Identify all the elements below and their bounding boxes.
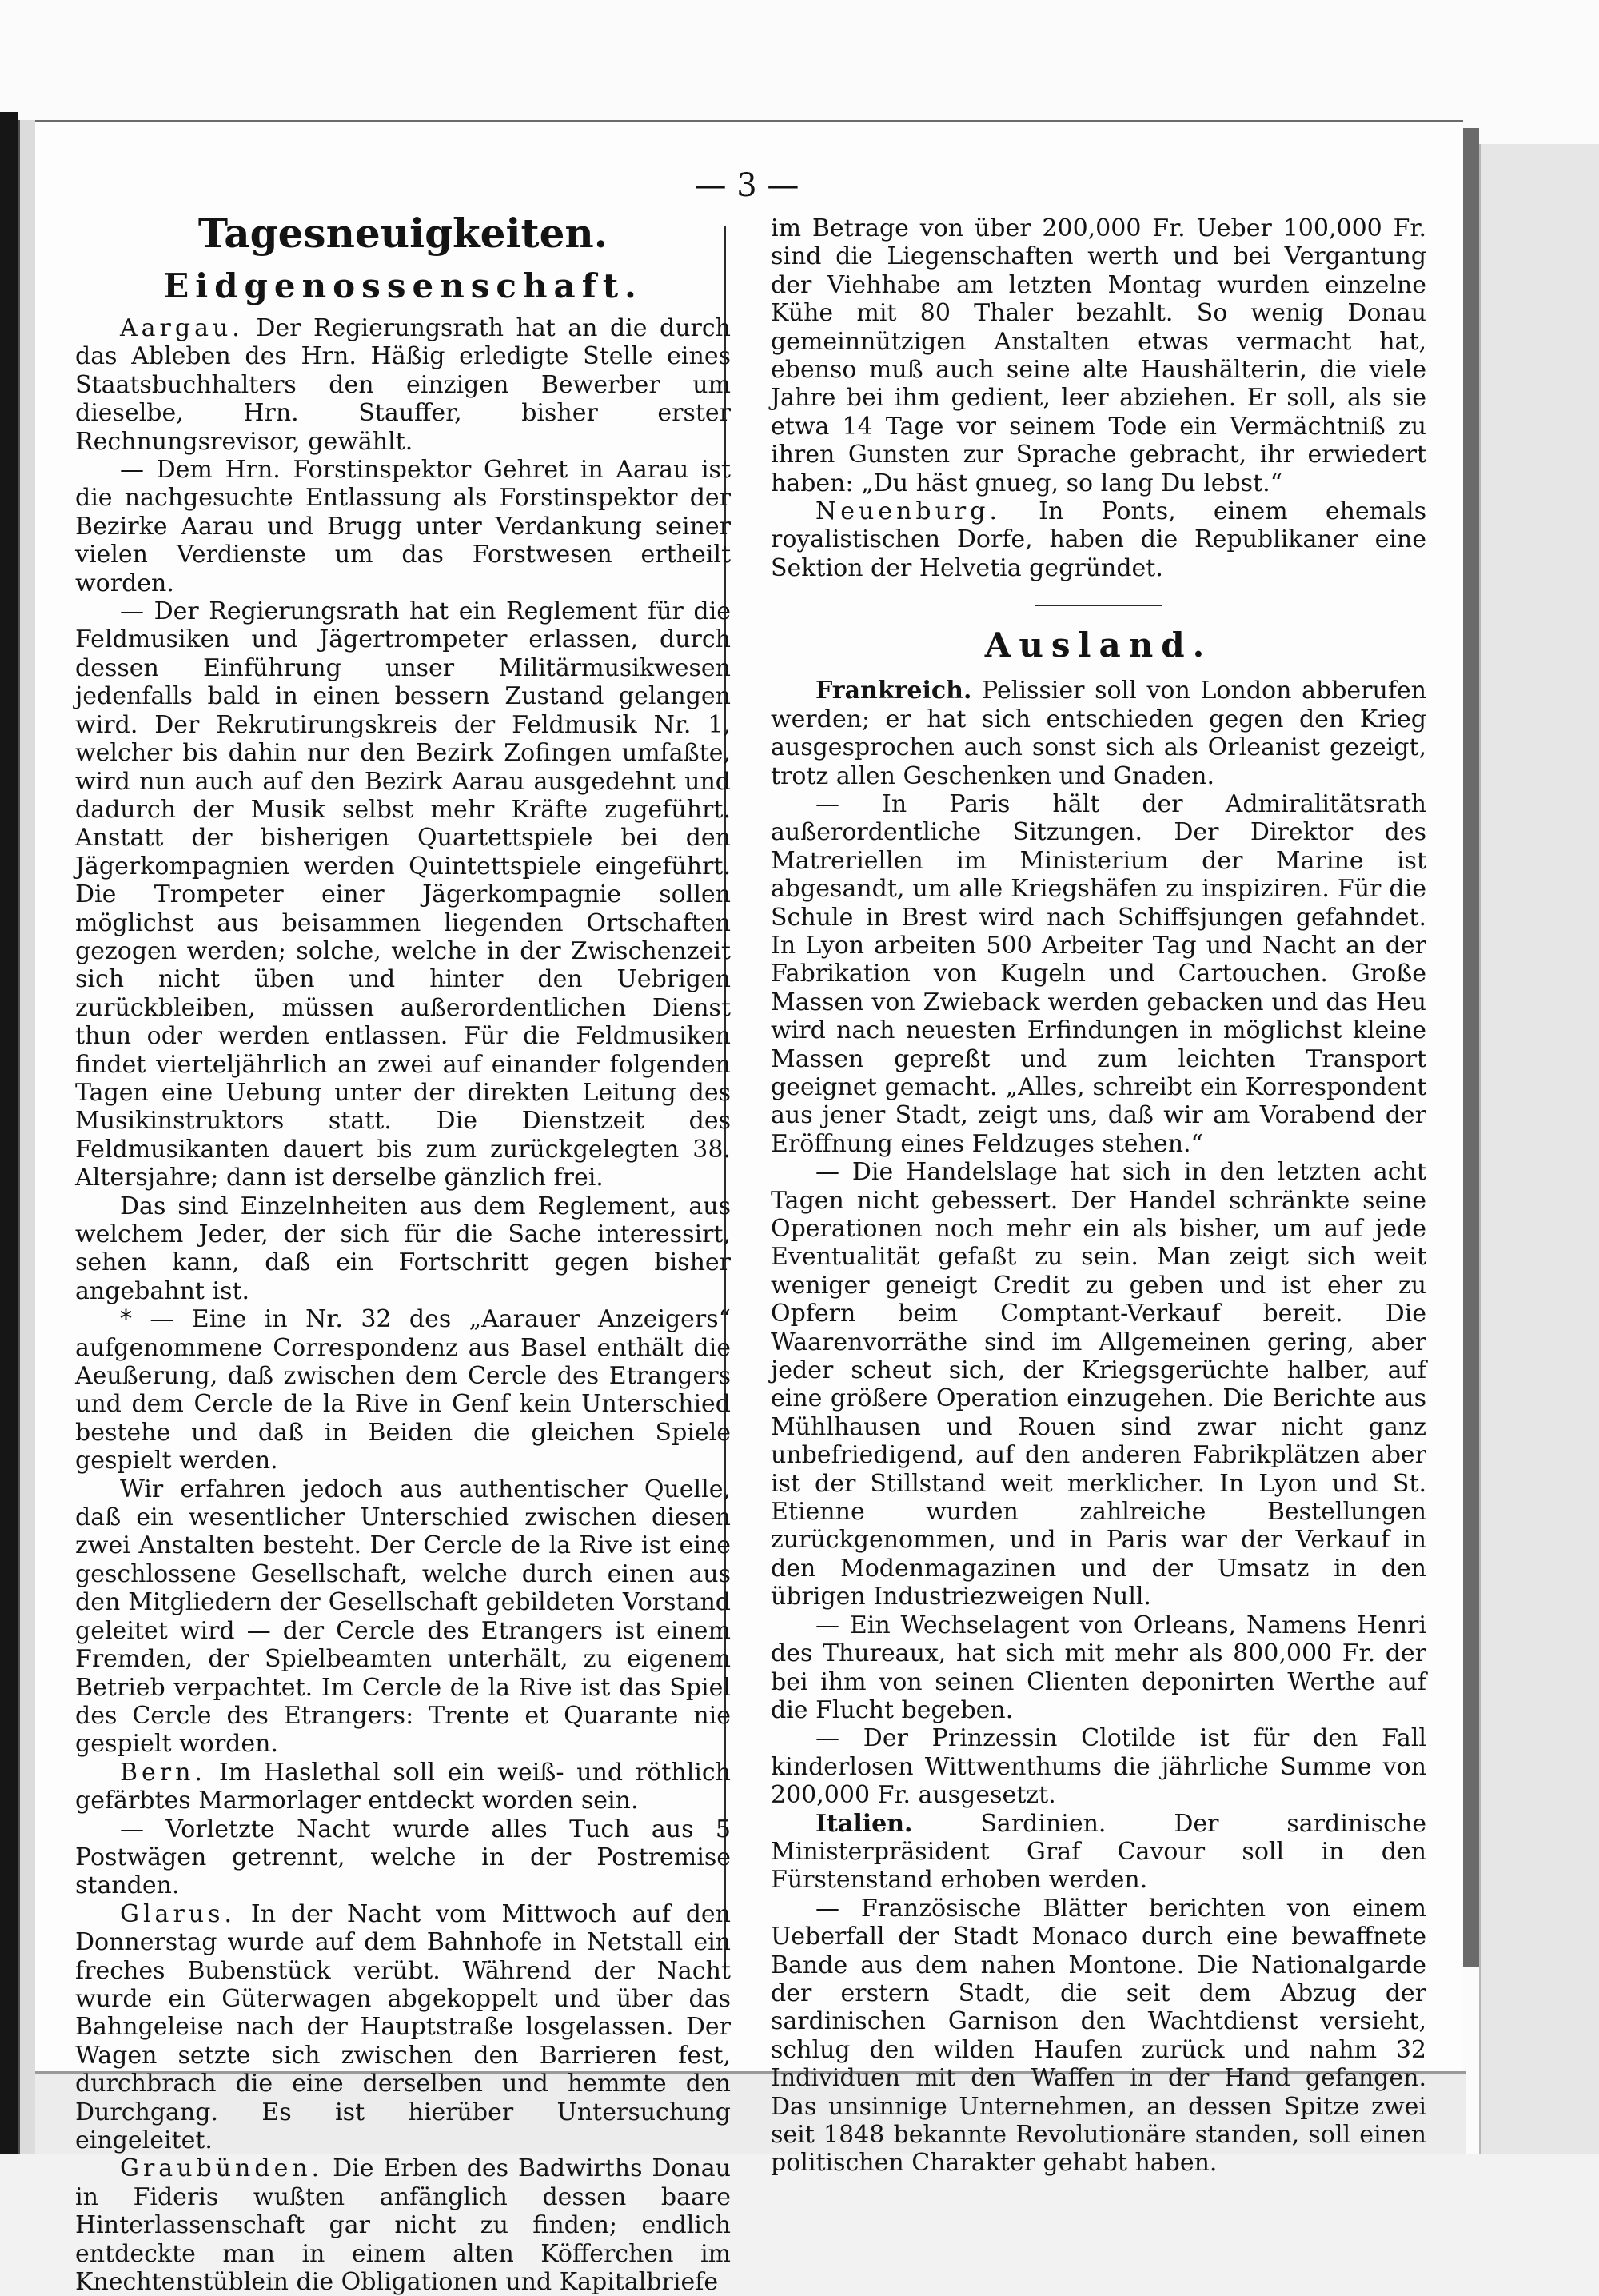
- paragraph-text: — Ein Wechselagent von Orleans, Namens Henri des Thureaux, hat sich mit mehr als 800,000 Fr. der bei ihm von seinen Clienten deponirten Werthe auf die Flucht begeben.: [771, 1611, 1426, 1724]
- paragraph-text: Die Erben des Badwirths Donau in Fideris wußten anfänglich dessen baare Hinterlassenschaft gar nicht zu finden; endlich entdeckte man in einem alten Köfferchen im Knechtenstüblein die Obligationen und Kapitalbriefe: [75, 2154, 731, 2296]
- article-paragraph: [771, 1895, 1426, 2178]
- section-heading-abroad: Ausland.: [984, 625, 1213, 665]
- article-paragraph: [771, 1724, 1426, 1809]
- left-binding-edge: [0, 112, 18, 2154]
- article-paragraph: [771, 214, 1426, 497]
- place-lead: Graubünden.: [120, 2154, 324, 2183]
- article-paragraph: [75, 1759, 731, 1815]
- place-lead: Neuenburg.: [815, 497, 1002, 526]
- paragraph-text: Wir erfahren jedoch aus authentischer Quelle, daß ein wesentlicher Unterschied zwischen diesen zwei Anstalten besteht. Der Cercle de la Rive ist eine geschlossene Gesellschaft, welche durch einen aus den Mitgliedern der Gesellschaft gebildeten Vorstand geleitet wird — der Cercle des Etrangers ist einem Fremden, der Spielbeamten unterhält, zu eigenem Betrieb verpachtet. Im Cercle de la Rive ist das Spiel des Cercle des Etrangers: Trente et Quarante nie gespielt worden.: [75, 1475, 731, 1759]
- article-paragraph: [771, 1158, 1426, 1611]
- paragraph-text: — Der Prinzessin Clotilde ist für den Fall kinderlosen Wittwenthums die jährliche Summe von 200,000 Fr. ausgesetzt.: [771, 1724, 1426, 1810]
- page-number: — 3 —: [694, 167, 800, 204]
- article-paragraph: [75, 314, 731, 456]
- paragraph-text: In der Nacht vom Mittwoch auf den Donnerstag wurde auf dem Bahnhofe in Netstall ein freches Bubenstück verübt. Während der Nacht wurde ein Güterwagen abgekoppelt und über das Bahngeleise nach der Hauptstraße losgelassen. Der Wagen setzte sich zwischen den Barrieren fest, durchbrach die eine derselben und hemmte den Durchgang. Es ist hierüber Untersuchung eingeleitet.: [75, 1899, 731, 2154]
- right-page-stack: [1479, 144, 1599, 2154]
- paragraph-text: — Die Handelslage hat sich in den letzten acht Tagen nicht gebessert. Der Handel schränkte seine Operationen noch mehr ein als bisher, um auf jede Eventualität gefaßt zu sein. Man zeigt sich weit weniger geneigt Credit zu geben und ist eher zu Opfern beim Comptant-Verkauf bereit. Die Waarenvorräthe sind im Allgemeinen gering, aber jeder scheut sich, der Kriegsgerüchte halber, auf eine größere Operation einzugehen. Die Berichte aus Mühlhausen und Rouen sind zwar nicht ganz unbefriedigend, auf den anderen Fabrikplätzen aber ist der Stillstand weit merklicher. In Lyon und St. Etienne wurden zahlreiche Bestellungen zurückgenommen, und in Paris war der Verkauf in den Modenmagazinen und der Umsatz in den übrigen Industriezweigen Null.: [771, 1158, 1426, 1611]
- left-column: [75, 202, 731, 2296]
- article-paragraph: [771, 790, 1426, 1158]
- right-page-shadow: [1463, 128, 1479, 1967]
- article-paragraph: [771, 1810, 1426, 1895]
- paragraph-text: * — Eine in Nr. 32 des „Aarauer Anzeigers“ aufgenommene Correspondenz aus Basel enthält die Aeußerung, daß zwischen dem Cercle des Etrangers und dem Cercle de la Rive in Genf kein Unterschied bestehe und daß in Beiden die gleichen Spiele gespielt werden.: [75, 1305, 731, 1475]
- place-lead: Glarus.: [120, 1899, 237, 1928]
- paragraph-text: im Betrage von über 200,000 Fr. Ueber 100,000 Fr. sind die Liegenschaften werth und bei Vergantung der Viehhabe am letzten Montag wurden einzelne Kühe mit 80 Thaler bezahlt. So wenig Donau gemeinnützigen Anstalten etwas vermacht hat, ebenso muß auch seine alte Haushälterin, die viele Jahre bei ihm gedient, leer abziehen. Er soll, als sie etwa 14 Tage vor seinem Tode ein Vermächtniß zu ihren Gunsten zur Sprache gebracht, ihr erwiedert haben: „Du häst gnueg, so lang Du lebst.“: [771, 214, 1426, 497]
- article-paragraph: [771, 1611, 1426, 1725]
- paragraph-text: Das sind Einzelnheiten aus dem Reglement, aus welchem Jeder, der sich für die Sache interessirt, sehen kann, daß ein Fortschritt gegen bisher angebahnt ist.: [75, 1192, 731, 1305]
- paragraph-text: — Französische Blätter berichten von einem Ueberfall der Stadt Monaco durch eine bewaffnete Bande aus dem nahen Montone. Die Nationalgarde der erstern Stadt, die seit dem Abzug der sardinischen Garnison den Wachtdienst versieht, schlug den wilden Haufen zurück und nahm 32 Individuen mit den Waffen in der Hand gefangen. Das unsinnige Unternehmen, an dessen Spitze zwei seit 1848 bekannte Revolutionäre standen, soll einen politischen Charakter gehabt haben.: [771, 1894, 1426, 2178]
- news-title: Tagesneuigkeiten.: [197, 210, 608, 257]
- paragraph-text: — Vorletzte Nacht wurde alles Tuch aus 5 Postwägen getrennt, welche in der Postremise standen.: [75, 1815, 731, 1900]
- paragraph-text: In Ponts, einem ehemals royalistischen Dorfe, haben die Republikaner eine Sektion der Helvetia gegründet.: [771, 497, 1426, 582]
- article-paragraph: [75, 1192, 731, 1306]
- left-page-fold: [18, 120, 35, 2154]
- country-lead: Frankreich.: [815, 677, 972, 705]
- article-paragraph: [771, 497, 1426, 582]
- paragraph-text: Pelissier soll von London abberufen werden; er hat sich entschieden gegen den Krieg ausgesprochen auch sonst sich als Orleanist gezeigt, trotz allen Geschenken und Gnaden.: [771, 677, 1426, 790]
- article-paragraph: [75, 456, 731, 597]
- section-rule: [1035, 605, 1162, 606]
- left-paragraphs: [75, 314, 731, 2296]
- article-paragraph: [75, 2154, 731, 2296]
- article-paragraph: [771, 677, 1426, 790]
- paragraph-text: Im Haslethal soll ein weiß- und röthlich gefärbtes Marmorlager entdeckt worden sein.: [75, 1758, 732, 1815]
- article-paragraph: [75, 1900, 731, 2155]
- section-heading-confederation: Eidgenossenschaft.: [163, 266, 643, 305]
- right-column: [771, 214, 1426, 2178]
- country-lead: Italien.: [815, 1809, 913, 1838]
- paragraph-text: — In Paris hält der Admiralitätsrath außerordentliche Sitzungen. Der Direktor des Matreriellen im Ministerium der Marine ist abgesandt, um alle Kriegshäfen zu inspiziren. Für die Schule in Brest wird nach Schiffsjungen gefahndet. In Lyon arbeiten 500 Arbeiter Tag und Nacht an der Fabrikation von Kugeln und Cartouchen. Große Massen von Zwieback werden gebacken und das Heu wird nach neuesten Erfindungen in möglichst kleine Massen gepreßt und zum leichten Transport geeignet gemacht. „Alles, schreibt ein Korrespondent aus jener Stadt, zeigt uns, daß wir am Vorabend der Eröffnung eines Feldzuges stehen.“: [771, 789, 1426, 1158]
- newspaper-page: [35, 120, 1463, 2296]
- paragraph-text: — Der Regierungsrath hat ein Reglement für die Feldmusiken und Jägertrompeter erlassen, durch dessen Einführung unser Militärmusikwesen jedenfalls bald in einen bessern Zustand gelangen wird. Der Rekrutirungskreis der Feldmusik Nr. 1, welcher bis dahin nur den Bezirk Zofingen umfaßte, wird nun auch auf den Bezirk Aarau ausgedehnt und dadurch der Musik selbst mehr Kräfte zugeführt. Anstatt der bisherigen Quartettspiele bei den Jägerkompagnien werden Quintettspiele eingeführt. Die Trompeter einer Jägerkompagnie sollen möglichst aus beisammen liegenden Ortschaften gezogen werden; solche, welche in der Zwischenzeit sich nicht üben und hinter den Uebrigen zurückbleiben, müssen außerordentlichen Dienst thun oder werden entlassen. Für die Feldmusiken findet vierteljährlich an zwei auf einander folgenden Tagen eine Uebung unter der direkten Leitung des Musikinstruktors statt. Die Dienstzeit des Feldmusikanten dauert bis zum zurückgelegten 38. Altersjahre; dann ist derselbe gänzlich frei.: [75, 597, 731, 1192]
- place-lead: Aargau.: [120, 314, 244, 342]
- article-paragraph: [75, 1475, 731, 1759]
- article-paragraph: [75, 1305, 731, 1475]
- paragraph-text: Sardinien. Der sardinische Ministerpräsident Graf Cavour soll in den Fürstenstand erhoben werden.: [771, 1809, 1426, 1895]
- paragraph-text: — Dem Hrn. Forstinspektor Gehret in Aarau ist die nachgesuchte Entlassung als Forstinspektor der Bezirke Aarau und Brugg unter Verdankung seiner vielen Verdienste um das Forstwesen ertheilt worden.: [75, 456, 731, 597]
- paragraph-text: Der Regierungsrath hat an die durch das Ableben des Hrn. Häßig erledigte Stelle eines Staatsbuchhalters den einzigen Bewerber um dieselbe, Hrn. Stauffer, bisher erster Rechnungsrevisor, gewählt.: [75, 314, 731, 456]
- article-paragraph: [75, 1815, 731, 1900]
- article-paragraph: [75, 597, 731, 1192]
- place-lead: Bern.: [120, 1758, 206, 1787]
